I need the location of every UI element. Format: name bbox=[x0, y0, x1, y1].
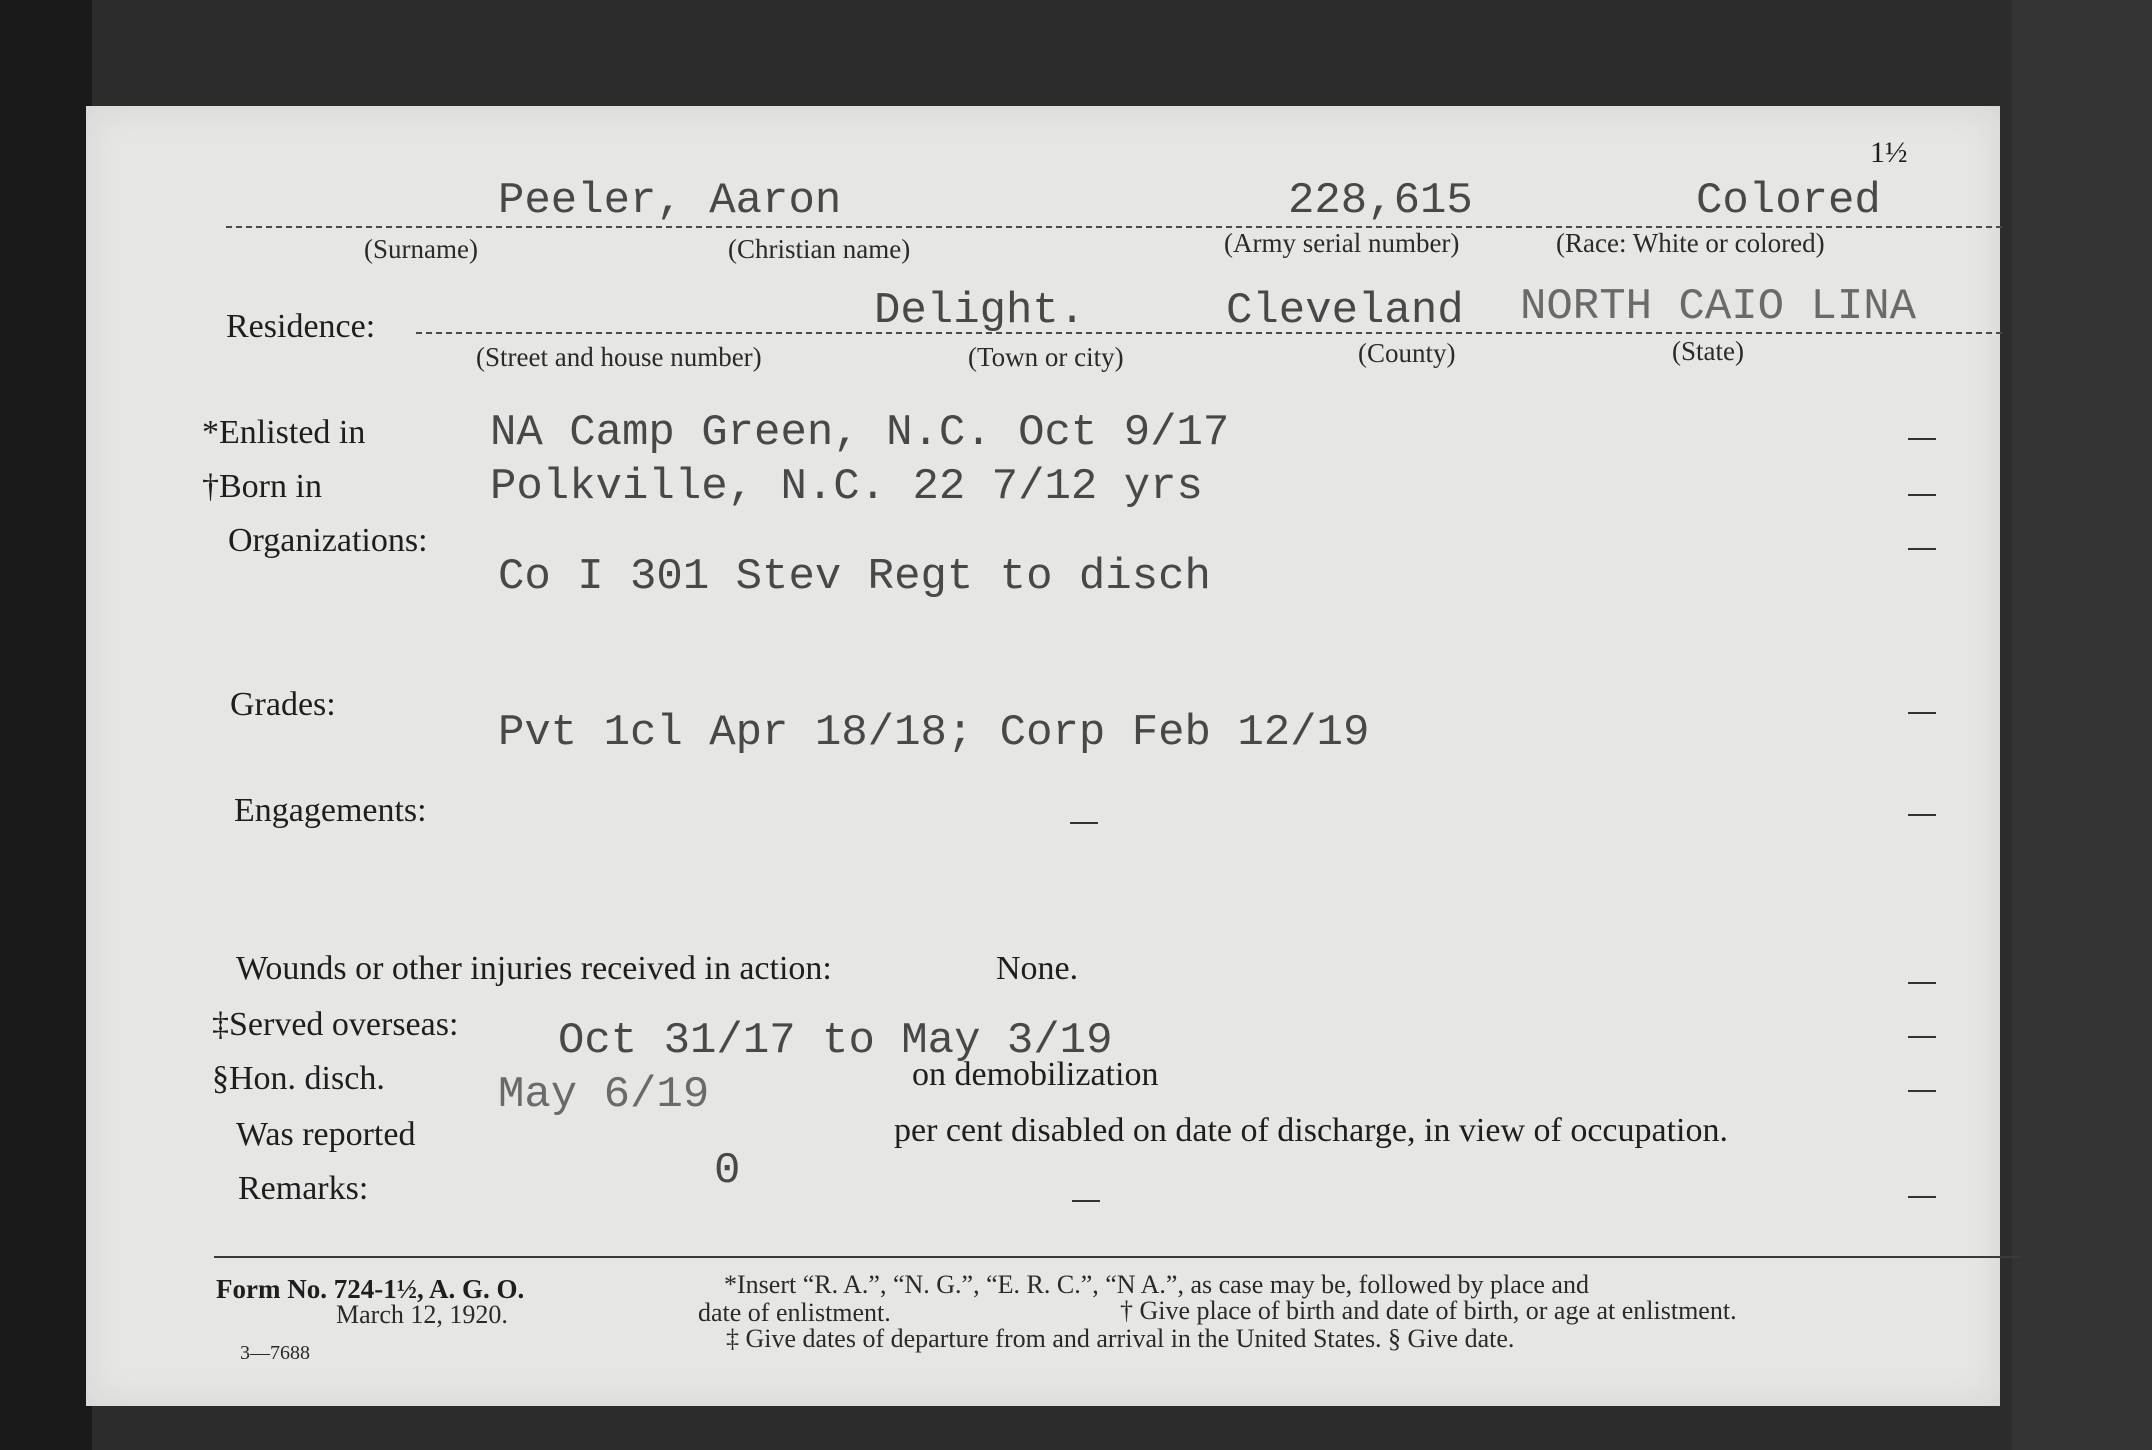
name-value: Peeler, Aaron bbox=[498, 176, 842, 226]
dash-remarks-value bbox=[1072, 1200, 1100, 1202]
dash-born bbox=[1908, 494, 1936, 496]
form-number: Form No. 724-1½, A. G. O. bbox=[216, 1274, 525, 1304]
serial-value: 228,615 bbox=[1288, 176, 1473, 226]
dash-remarks bbox=[1908, 1196, 1936, 1198]
town-label: (Town or city) bbox=[968, 342, 1124, 372]
scan-border-right bbox=[2012, 0, 2152, 1450]
wounds-value: None. bbox=[996, 950, 1079, 987]
born-value: Polkville, N.C. 22 7/12 yrs bbox=[490, 462, 1203, 512]
town-value: Delight. bbox=[874, 286, 1086, 336]
reported-value: 0 bbox=[714, 1146, 741, 1196]
organizations-label: Organizations: bbox=[228, 522, 428, 559]
served-overseas-label: ‡Served overseas: bbox=[212, 1006, 459, 1043]
dash-engagements bbox=[1908, 814, 1936, 816]
remarks-label: Remarks: bbox=[238, 1170, 369, 1207]
dash-wounds bbox=[1908, 982, 1936, 984]
surname-label: (Surname) bbox=[364, 234, 478, 264]
per-cent-disabled-label: per cent disabled on date of discharge, in view of occupation. bbox=[894, 1112, 1728, 1149]
christian-name-label: (Christian name) bbox=[728, 234, 911, 264]
grades-value: Pvt 1cl Apr 18/18; Corp Feb 12/19 bbox=[498, 708, 1370, 758]
on-demobilization-label: on demobilization bbox=[912, 1056, 1159, 1093]
engagements-label: Engagements: bbox=[234, 792, 427, 829]
enlisted-value: NA Camp Green, N.C. Oct 9/17 bbox=[490, 408, 1230, 458]
dash-hon-disch bbox=[1908, 1090, 1936, 1092]
footer-rule bbox=[214, 1256, 2020, 1258]
race-value: Colored bbox=[1696, 176, 1881, 226]
dash-served bbox=[1908, 1036, 1936, 1038]
dash-grades bbox=[1908, 712, 1936, 714]
footnote-birth: † Give place of birth and date of birth, or age at enlistment. bbox=[1120, 1296, 1737, 1325]
served-overseas-value: Oct 31/17 to May 3/19 bbox=[558, 1016, 1113, 1066]
race-label: (Race: White or colored) bbox=[1556, 228, 1825, 258]
serial-label: (Army serial number) bbox=[1224, 228, 1460, 258]
service-record-card bbox=[86, 106, 2000, 1406]
county-label: (County) bbox=[1358, 338, 1456, 368]
footnote-insert: *Insert “R. A.”, “N. G.”, “E. R. C.”, “N A.”, as case may be, followed by place and bbox=[724, 1270, 1589, 1299]
residence-line bbox=[416, 332, 2002, 334]
was-reported-label: Was reported bbox=[236, 1116, 416, 1153]
organization-value: Co I 301 Stev Regt to disch bbox=[498, 552, 1211, 602]
footnote-overseas: ‡ Give dates of departure from and arrival in the United States. § Give date. bbox=[726, 1324, 1515, 1353]
street-label: (Street and house number) bbox=[476, 342, 762, 372]
dash-enlisted bbox=[1908, 438, 1936, 440]
scan-border-left bbox=[0, 0, 92, 1450]
dash-organizations bbox=[1908, 548, 1936, 550]
hon-disch-value: May 6/19 bbox=[498, 1070, 710, 1120]
born-label: †Born in bbox=[202, 468, 322, 505]
state-value: NORTH CAIO LINA bbox=[1520, 282, 1917, 332]
footnote-enlistment-date: date of enlistment. bbox=[698, 1298, 891, 1327]
dash-engagements-value bbox=[1070, 822, 1098, 824]
hon-disch-label: §Hon. disch. bbox=[212, 1060, 385, 1097]
wounds-label: Wounds or other injuries received in action: bbox=[236, 950, 832, 987]
state-label: (State) bbox=[1672, 336, 1744, 366]
residence-label: Residence: bbox=[226, 308, 376, 345]
grades-label: Grades: bbox=[230, 686, 336, 723]
county-value: Cleveland bbox=[1226, 286, 1464, 336]
enlisted-label: *Enlisted in bbox=[202, 414, 366, 451]
print-number: 3—7688 bbox=[240, 1342, 310, 1364]
corner-number: 1½ bbox=[1870, 136, 1908, 169]
form-date: March 12, 1920. bbox=[336, 1300, 508, 1329]
